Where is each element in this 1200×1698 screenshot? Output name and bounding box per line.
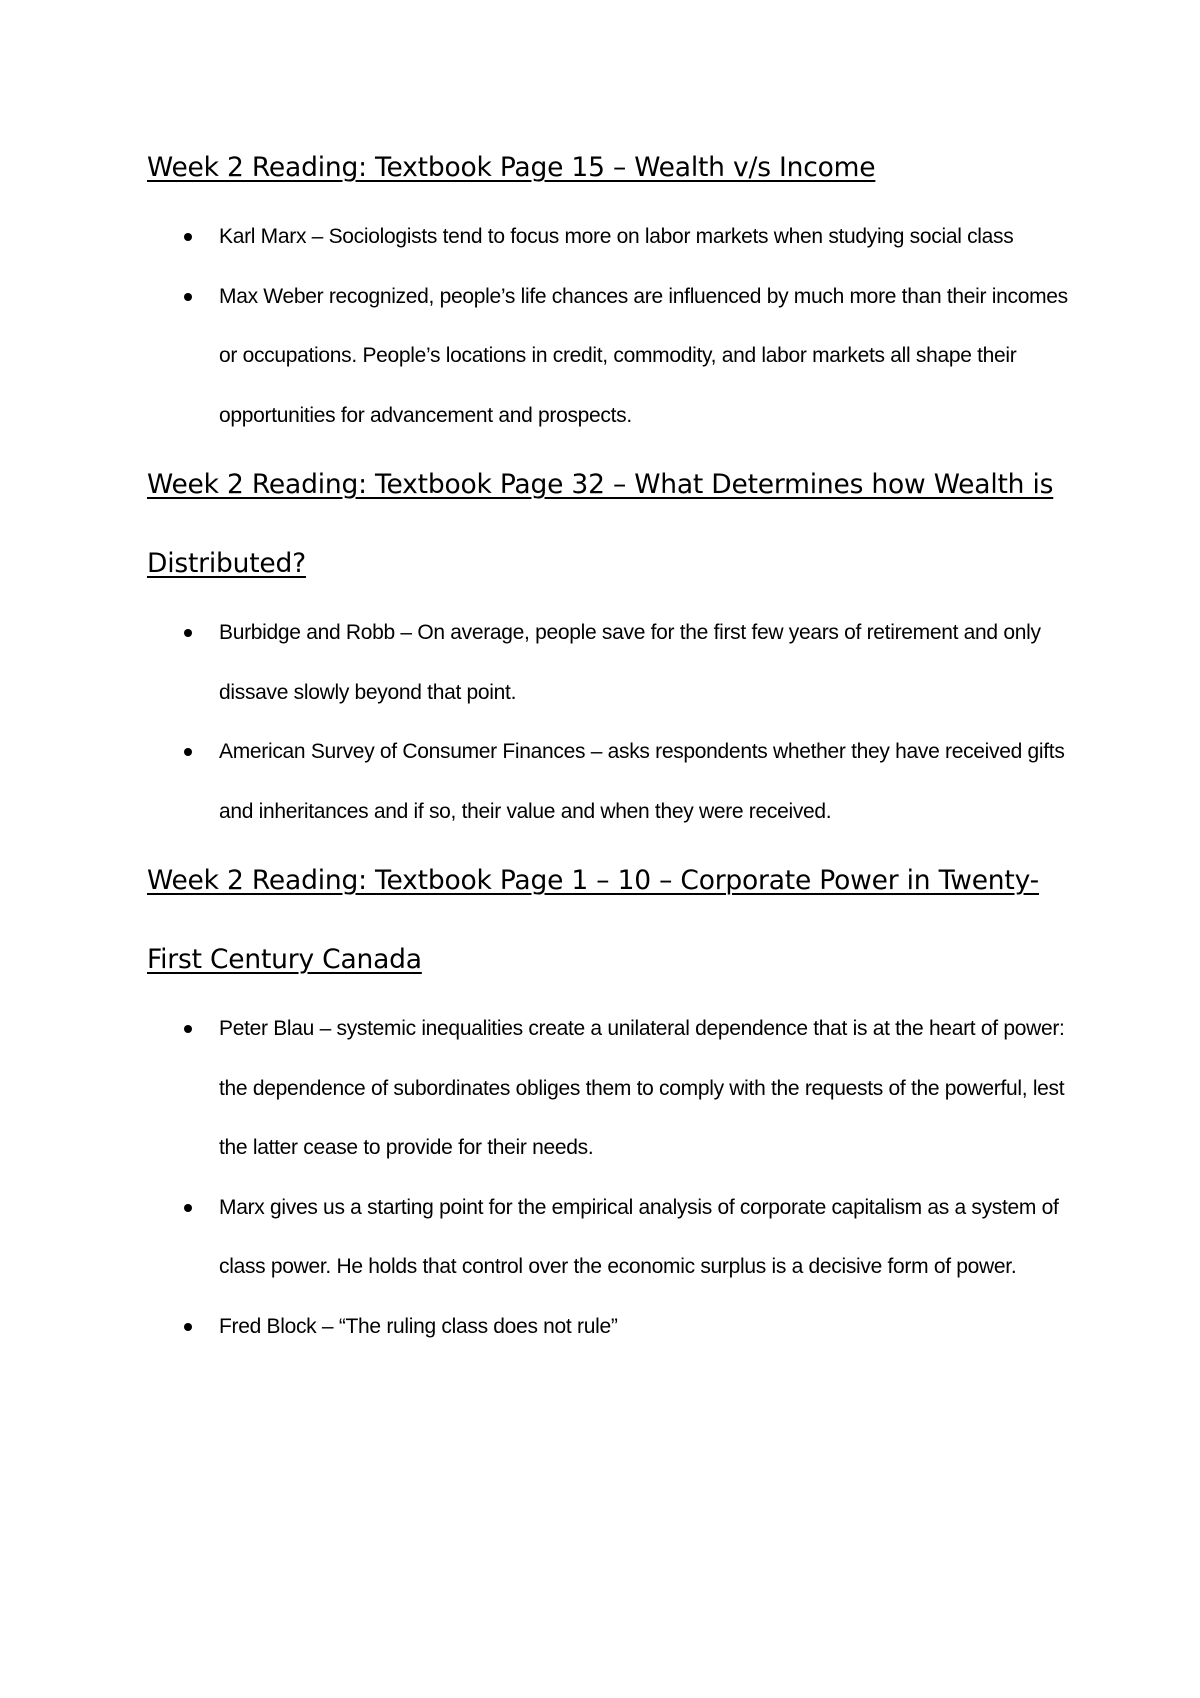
list-item — [147, 1178, 1077, 1297]
bullet-list-wealth-vs-income — [147, 207, 1077, 445]
list-item-text: Karl Marx – Sociologists tend to focus more on labor markets when studying social class — [219, 225, 1014, 248]
list-item — [147, 999, 1077, 1178]
bullet-icon — [184, 233, 192, 241]
bullet-icon — [184, 629, 192, 637]
list-item-text: Marx gives us a starting point for the empirical analysis of corporate capitalism as a system of class power. He holds that control over the economic surplus is a decisive form of power. — [219, 1195, 1059, 1278]
bullet-icon — [184, 1025, 192, 1033]
list-item-text: American Survey of Consumer Finances – asks respondents whether they have received gifts and inheritances and if so, their value and when they were received. — [219, 740, 1065, 823]
bullet-list-corporate-power — [147, 999, 1077, 1356]
list-item — [147, 267, 1077, 446]
bullet-icon — [184, 1204, 192, 1212]
section-heading-wealth-vs-income: Week 2 Reading: Textbook Page 15 – Wealth v/s Income — [147, 152, 876, 183]
list-item-text: Max Weber recognized, people’s life chances are influenced by much more than their incomes or occupations. People’s locations in credit, commodity, and labor markets all shape their opportunities for advancement and prospects. — [219, 284, 1068, 427]
bullet-icon — [184, 293, 192, 301]
bullet-icon — [184, 1323, 192, 1331]
list-item-text: Burbidge and Robb – On average, people save for the first few years of retirement and only dissave slowly beyond that point. — [219, 621, 1041, 704]
section-heading-corporate-power: Week 2 Reading: Textbook Page 1 – 10 – Corporate Power in Twenty-First Century Canada — [147, 865, 1039, 975]
list-item-text: Peter Blau – systemic inequalities create a unilateral dependence that is at the heart of power: the dependence of subordinates obliges them to comply with the requests of the powerful, lest the latter cease to provide for their needs. — [219, 1017, 1065, 1159]
list-item-text: Fred Block – “The ruling class does not rule” — [219, 1314, 618, 1338]
list-item — [147, 207, 1077, 267]
document-content — [147, 142, 1077, 1356]
section-heading-wealth-distribution: Week 2 Reading: Textbook Page 32 – What Determines how Wealth is Distributed? — [147, 469, 1054, 579]
list-item — [147, 603, 1077, 722]
bullet-icon — [184, 748, 192, 756]
bullet-list-wealth-distribution — [147, 603, 1077, 841]
list-item — [147, 722, 1077, 841]
list-item — [147, 1297, 1077, 1357]
